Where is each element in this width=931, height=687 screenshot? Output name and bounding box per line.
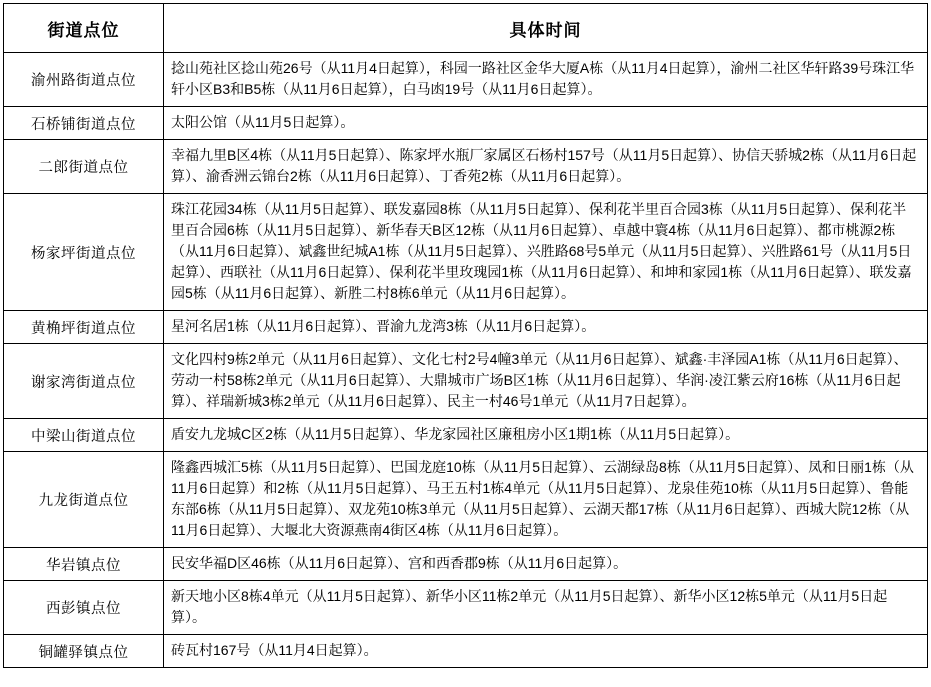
table-body [4, 53, 928, 668]
table-header [4, 4, 928, 53]
time-detail: 文化四村9栋2单元（从11月6日起算）、文化七村2号4幢3单元（从11月6日起算）、斌鑫·丰泽园A1栋（从11月6日起算）、劳动一村58栋2单元（从11月6日起算）、大鼎城市广场B区1栋（从11月6日起算）、华润·凌江紫云府16栋（从11月6日起算）、祥瑞新城3栋2单元（从11月6日起算）、民主一村46号1单元（从11月7日起算）。 [164, 344, 928, 419]
table-row [4, 311, 928, 344]
street-name: 中梁山街道点位 [4, 419, 164, 452]
street-locations-table [3, 3, 928, 668]
street-name: 西彭镇点位 [4, 581, 164, 635]
table-row [4, 548, 928, 581]
table-row [4, 452, 928, 548]
street-name: 石桥铺街道点位 [4, 107, 164, 140]
time-detail: 幸福九里B区4栋（从11月5日起算）、陈家坪水瓶厂家属区石杨村157号（从11月5日起算）、协信天骄城2栋（从11月6日起算）、渝香洲云锦台2栋（从11月6日起算）、丁香苑2栋（从11月6日起算）。 [164, 140, 928, 194]
street-name: 华岩镇点位 [4, 548, 164, 581]
time-detail: 民安华福D区46栋（从11月6日起算）、宫和西香郡9栋（从11月6日起算）。 [164, 548, 928, 581]
time-detail: 新天地小区8栋4单元（从11月5日起算）、新华小区11栋2单元（从11月5日起算）、新华小区12栋5单元（从11月5日起算）。 [164, 581, 928, 635]
column-header-time: 具体时间 [164, 4, 928, 53]
street-name: 黄桷坪街道点位 [4, 311, 164, 344]
table-row [4, 635, 928, 668]
time-detail: 太阳公馆（从11月5日起算）。 [164, 107, 928, 140]
table-row [4, 140, 928, 194]
table-row [4, 53, 928, 107]
street-name: 渝州路街道点位 [4, 53, 164, 107]
time-detail: 珠江花园34栋（从11月5日起算）、联发嘉园8栋（从11月5日起算）、保利花半里百合园3栋（从11月5日起算）、保利花半里百合园6栋（从11月5日起算）、新华春天B区12栋（从11月6日起算）、卓越中寰4栋（从11月6日起算）、都市桃源2栋（从11月6日起算）、斌鑫世纪城A1栋（从11月5日起算）、兴胜路68号5单元（从11月5日起算）、兴胜路61号（从11月5日起算）、西联社（从11月6日起算）、保利花半里玫瑰园1栋（从11月6日起算）、和坤和家园1栋（从11月6日起算）、联发嘉园5栋（从11月6日起算）、新胜二村8栋6单元（从11月6日起算）。 [164, 194, 928, 311]
time-detail: 盾安九龙城C区2栋（从11月5日起算）、华龙家园社区廉租房小区1期1栋（从11月5日起算）。 [164, 419, 928, 452]
time-detail: 隆鑫西城汇5栋（从11月5日起算）、巴国龙庭10栋（从11月5日起算）、云湖绿岛8栋（从11月5日起算）、凤和日丽1栋（从11月6日起算）和2栋（从11月5日起算）、马王五村1栋4单元（从11月5日起算）、龙泉佳苑10栋（从11月5日起算）、鲁能东部6栋（从11月5日起算）、双龙苑10栋3单元（从11月5日起算）、云湖天都17栋（从11月6日起算）、西城大院12栋（从11月6日起算）、大堰北大资源燕南4街区4栋（从11月6日起算）。 [164, 452, 928, 548]
street-name: 杨家坪街道点位 [4, 194, 164, 311]
time-detail: 星河名居1栋（从11月6日起算）、晋渝九龙湾3栋（从11月6日起算）。 [164, 311, 928, 344]
table-row [4, 344, 928, 419]
street-name: 铜罐驿镇点位 [4, 635, 164, 668]
street-name: 九龙街道点位 [4, 452, 164, 548]
table-row [4, 581, 928, 635]
column-header-street: 街道点位 [4, 4, 164, 53]
table-row [4, 194, 928, 311]
table-header-row [4, 4, 928, 53]
street-name: 谢家湾街道点位 [4, 344, 164, 419]
table-row [4, 419, 928, 452]
table-row [4, 107, 928, 140]
time-detail: 砖瓦村167号（从11月4日起算）。 [164, 635, 928, 668]
time-detail: 捻山苑社区捻山苑26号（从11月4日起算），科园一路社区金华大厦A栋（从11月4日起算），渝州二社区华轩路39号珠江华轩小区B3和B5栋（从11月6日起算），白马凼19号（从11月6日起算）。 [164, 53, 928, 107]
street-name: 二郎街道点位 [4, 140, 164, 194]
